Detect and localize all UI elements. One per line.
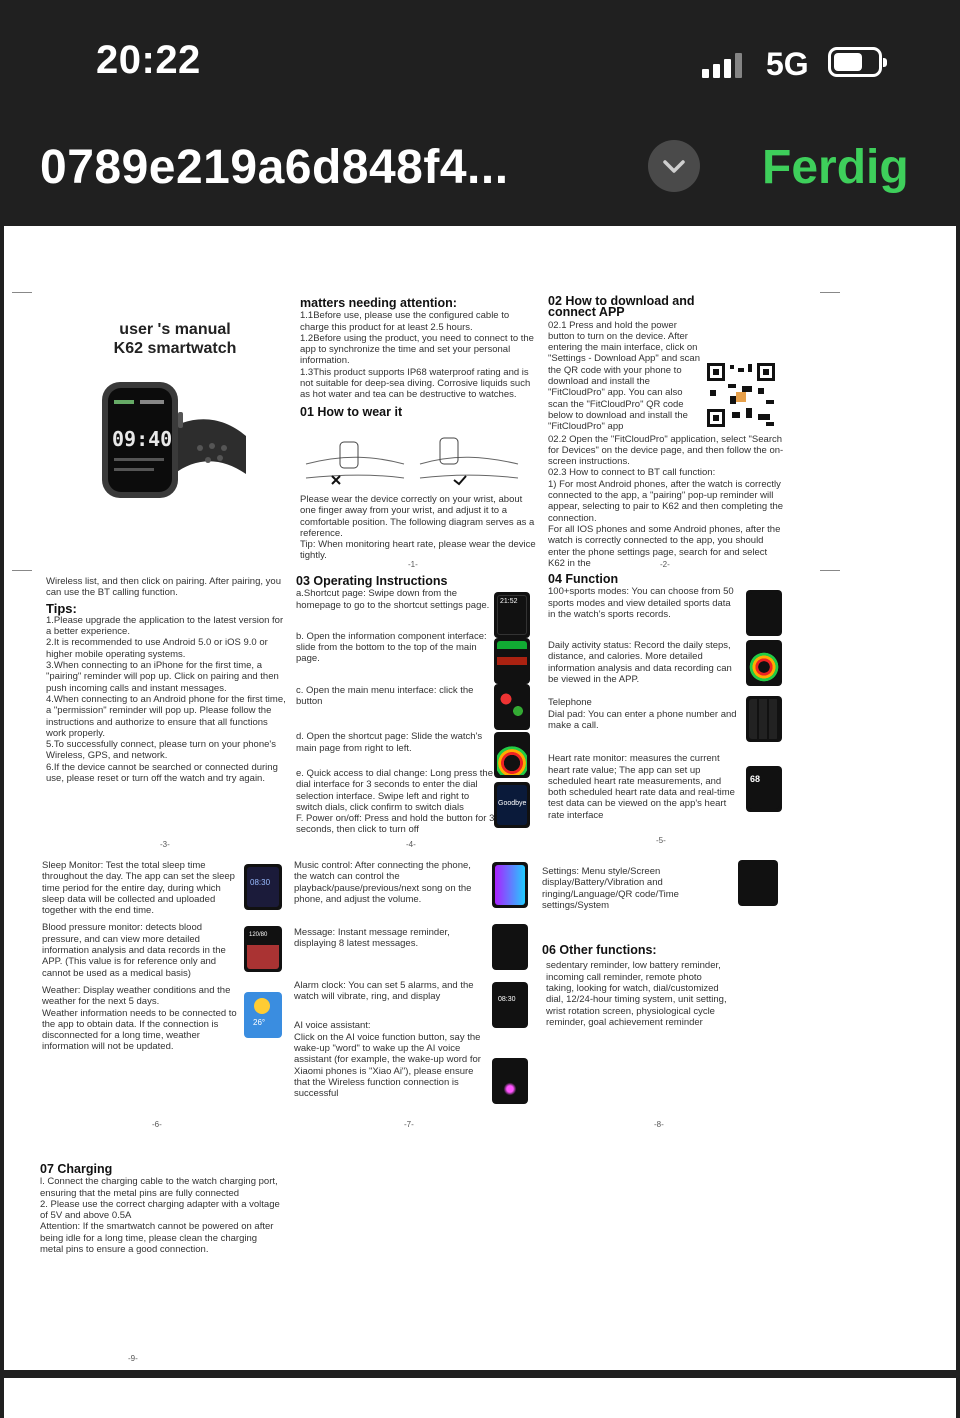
status-bar bbox=[0, 0, 960, 120]
activity-rings-image bbox=[746, 640, 782, 686]
ai-assistant-image bbox=[492, 1058, 528, 1104]
tips-section: Wireless list, and then click on pairing. After pairing, you can use the BT calling function. Tips: 1.Please upgrade the application to the latest version for a better experience. 2.It is recommended to use Android 5.0 or iOS 9.0 or higher mobile operating systems. 3.When connecting to an iPhone for the first time, a "pairing" reminder will pop up. Click on pairing and then push incoming calls and instant messages. 4.When connecting to an Android phone for the first time, a "permission" reminder will pop up. Please follow the instructions and authorize to ensure that all functions work properly. 5.To successfully connect, please turn on your phone's Wireless, GPS, and network. 6.If the device cannot be searched or connected during use, please reset or turn off the watch and try again. bbox=[46, 576, 286, 785]
operating-section: 03 Operating Instructions a.Shortcut page: Swipe down from the homepage to go to the shortcut settings page. b. Open the information component interface: slide from the bottom to the top of the main page. c. Open the main menu interface: click the button d. Open the shortcut page: Slide the watch's main page from right to left. e. Quick access to dial change: Long press the dial interface for 3 seconds to enter the dial selection interface. Swipe left and right to switch dials, click confirm to switch dials F. Power on/off: Press and hold the button for 3 seconds, then click to turn off bbox=[296, 574, 495, 836]
music-control-image bbox=[492, 862, 528, 908]
message-screen-image bbox=[492, 924, 528, 970]
attention-section: matters needing attention: 1.1Before use, please use the configured cable to charge this product for at least 2.5 hours. 1.2Before using the product, you need to connect to the app to synchronize the time and set your personal information. 1.3This product supports IP68 waterproof rating and is not suitable for deep-sea diving. Corrosive liquids such as hot water and tea can be destructive to watches. 01 How to wear it bbox=[300, 296, 534, 419]
network-type: 5G bbox=[766, 46, 809, 82]
info-component-image bbox=[494, 638, 530, 684]
chevron-down-icon[interactable] bbox=[648, 140, 700, 192]
weather-screen-image: 26° bbox=[244, 992, 282, 1038]
settings-screen-image bbox=[738, 860, 778, 906]
heart-rate-image: 68 bbox=[746, 766, 782, 812]
sports-mode-image bbox=[746, 590, 782, 636]
check-icon bbox=[454, 476, 466, 484]
watch-time: 09:40 bbox=[112, 427, 173, 451]
document-header bbox=[0, 120, 960, 226]
dial-pad-image bbox=[746, 696, 782, 742]
document-title[interactable]: 0789e219a6d848f4... bbox=[40, 141, 509, 194]
function-section: 04 Function 100+sports modes: You can choose from 50 sports modes and view detailed sports data in the watch's sports records. Daily activity status: Record the daily steps, distance, and calories. More detailed information analysis and data recording can be viewed in the APP. Telephone Dial pad: You can enter a phone number and make a call. Heart rate monitor: measures the current heart rate value; The app can set up scheduled heart rate measurements, and both scheduled heart rate data and real-time test data can be viewed on the app's heart rate interface bbox=[548, 572, 737, 821]
manual-cover-title: user 's manual K62 smartwatch bbox=[113, 321, 237, 357]
done-button[interactable]: Ferdig bbox=[762, 141, 909, 194]
wear-diagram bbox=[304, 434, 520, 490]
wear-section: Please wear the device correctly on your wrist, about one finger away from your wrist, and adjust it to a comfortable position. The following diagram serves as a reference. Tip: When monitoring heart rate, please wear the device tightly. bbox=[300, 494, 536, 562]
next-page bbox=[4, 1378, 956, 1418]
qr-code-image bbox=[706, 362, 776, 428]
battery-icon bbox=[828, 47, 882, 77]
blood-pressure-image: 120/80 bbox=[244, 926, 282, 972]
smartwatch-image bbox=[100, 374, 248, 504]
shortcut-page-image bbox=[494, 732, 530, 778]
charging-section: 07 Charging l. Connect the charging cable to the watch charging port, ensuring that the metal pins are fully connected 2. Please use the correct charging adapter with a voltage of 5V and above 0.5A Attention: If the smartwatch cannot be powered on after being idle for a long time, please clean the charging metal pins to ensure a good connection. bbox=[40, 1162, 280, 1256]
cross-icon bbox=[332, 476, 340, 484]
clock: 20:22 bbox=[96, 38, 201, 82]
main-menu-image bbox=[494, 684, 530, 730]
dial-change-image: Goodbye bbox=[494, 782, 530, 828]
shortcut-screen-image: 21:52 bbox=[494, 592, 530, 638]
document-page: user 's manual K62 smartwatch 09:40 matters needing attention: 1.1Before use, please use the configured cable to charge this product for at least 2.5 hours. 1.2Before using the product, you need to connect to the app to synchronize the time and set your personal information. 1.3This product supports IP68 waterproof rating and is not suitable for deep-sea diving. Corrosive liquids such as hot water and tea can be destructive to watches. 01 How to wear it Please wear the device correctly on your wrist, about one finger away from your wrist, and adjust it to a comfortable position. The following diagram serves as a reference. Tip: When monitoring heart rate, please wear the device tightly. -1- 02 How to download and connect APP 02.1 Press and hold the power button to turn on the device. After entering the main interface, click on "Settings - Download App" and scan the QR code with your phone to download and install the "FitCloudPro" app. You can also scan the "FitCloudPro" QR code below to download and install the "FitCloudPro" app 02.2 Open the "FitCloudPro" application, select "Search for Devices" on the device page, and then follow the on-screen instructions. 02.3 How to connect to BT call function: 1) For most Android phones, after the watch is correctly connected to the app, a "pairing" pop-up reminder will appear, selecting to pair to K62 and then completing the connection. For all IOS phones and some Android phones, after the watch is correctly connected to the app, you should enter the phone settings page, search for and select K62 in the -2- Wireless list, and then click on pairing. After pairing, you can use the BT calling function. Tips: 1.Please upgrade the application to the latest version for a better experience. 2.It is recommended to use Android 5.0 or iOS 9.0 or higher mobile operating systems. 3.When connecting to an iPhone for the first time, a "pairing" reminder will pop up. Click on pairing and then push incoming calls and instant messages. 4.When connecting to an Android phone for the first time, a "permission" reminder will pop up. Please follow the instructions and authorize to ensure that all functions work properly. 5.To successfully connect, please turn on your phone's Wireless, GPS, and network. 6.If the device cannot be searched or connected during use, please reset or turn off the watch and try again. -3- 03 Operating Instructions a.Shortcut page: Swipe down from the homepage to go to the shortcut settings page. b. Open the information component interface: slide from the bottom to the top of the main page. c. Open the main menu interface: click the button d. Open the shortcut page: Slide the watch's main page from right to left. e. Quick access to dial change: Long press the dial interface for 3 seconds to enter the dial selection interface. Swipe left and right to switch dials, click confirm to switch dials F. Power on/off: Press and hold the button for 3 seconds, then click to turn off 21:52 Goodbye -4- 04 Function 100+sports modes: You can choose from 50 sports modes and view detailed sports data in the watch's sports records. Daily activity status: Record the daily steps, distance, and calories. More detailed information analysis and data recording can be viewed in the APP. Telephone Dial pad: You can enter a phone number and make a call. Heart rate monitor: measures the current heart rate value; The app can set up scheduled heart rate measurements, and both scheduled heart rate data and real-time test data can be viewed on the app's heart rate interface 68 -5- Sleep Monitor: Test the total sleep time throughout the day. The app can set the sleep time period for the entire day, during which sleep data will be collected and uploaded together with the end time. Blood pressure monitor: detects blood pressure, and can view more detailed information analysis and data records in the APP. (This value is for reference only and cannot be used as a medical basis) Weather: Display weather conditions and the weather for the next 5 days. Weather information needs to be connected to the app to obtain data. If the connection is disconnected for a long time, weather information will not be updated. 08:30 120/80 26° -6- Music control: After connecting the phone, the watch can control the playback/pause/previous/next song on the phone, and adjust the volume. Message: Instant message reminder, displaying 8 latest messages. Alarm clock: You can set 5 alarms, and the watch will vibrate, ring, and display AI voice assistant: Click on the AI voice function button, say the wake-up "word" to wake up the AI voice assistant (for example, the wake-up word for Xiaomi phones is "Xiao Ai"), please ensure that the Wireless function connection is successful 08:30 -7- Settings: Menu style/Screen display/Battery/Vibration and ringing/Language/QR code/Time settings/System 06 Other functions: sedentary reminder, low battery reminder, incoming call reminder, remote photo taking, looking for watch, dial/customized dial, 12/24-hour timing system, unit setting, wrist rotation screen, physiological cycle reminder, goal achievement reminder -8- 07 Charging l. Connect the charging cable to the watch charging port, ensuring that the metal pins are fully connected 2. Please use the correct charging adapter with a voltage of 5V and above 0.5A Attention: If the smartwatch cannot be powered on after being idle for a long time, please clean the charging metal pins to ensure a good connection. -9- bbox=[4, 226, 956, 1370]
media-section: Music control: After connecting the phone, the watch can control the playback/pause/previous/next song on the phone, and adjust the volume. Message: Instant message reminder, displaying 8 latest messages. Alarm clock: You can set 5 alarms, and the watch will vibrate, ring, and display AI voice assistant: Click on the AI voice function button, say the wake-up "word" to wake up the AI voice assistant (for example, the wake-up word for Xiaomi phones is "Xiao Ai"), please ensure that the Wireless function connection is successful bbox=[294, 860, 481, 1100]
settings-section: Settings: Menu style/Screen display/Battery/Vibration and ringing/Language/QR code/Time settings/System 06 Other functions: sedentary reminder, low battery reminder, incoming call reminder, remote photo taking, looking for watch, dial/customized dial, 12/24-hour timing system, unit setting, wrist rotation screen, physiological cycle reminder, goal achievement reminder bbox=[542, 866, 727, 1028]
health-section: Sleep Monitor: Test the total sleep time throughout the day. The app can set the sleep time period for the entire day, during which sleep data will be collected and uploaded together with the end time. Blood pressure monitor: detects blood pressure, and can view more detailed information analysis and data records in the APP. (This value is for reference only and cannot be used as a medical basis) Weather: Display weather conditions and the weather for the next 5 days. Weather information needs to be connected to the app to obtain data. If the connection is disconnected for a long time, weather information will not be updated. bbox=[42, 860, 237, 1053]
sleep-screen-image: 08:30 bbox=[244, 864, 282, 910]
download-section: 02 How to download and connect APP 02.1 Press and hold the power button to turn on the device. After entering the main interface, click on "Settings - Download App" and scan the QR code with your phone to download and install the "FitCloudPro" app. You can also scan the "FitCloudPro" QR code below to download and install the "FitCloudPro" app 02.2 Open the "FitCloudPro" application, select "Search for Devices" on the device page, and then follow the on-screen instructions. 02.3 How to connect to BT call function: 1) For most Android phones, after the watch is correctly connected to the app, a "pairing" pop-up reminder will appear, selecting to pair to K62 and then completing the connection. For all IOS phones and some Android phones, after the watch is correctly connected to the app, you should enter the phone settings page, search for and select K62 in the bbox=[548, 294, 784, 569]
signal-icon bbox=[702, 52, 742, 78]
alarm-screen-image: 08:30 bbox=[492, 982, 528, 1028]
